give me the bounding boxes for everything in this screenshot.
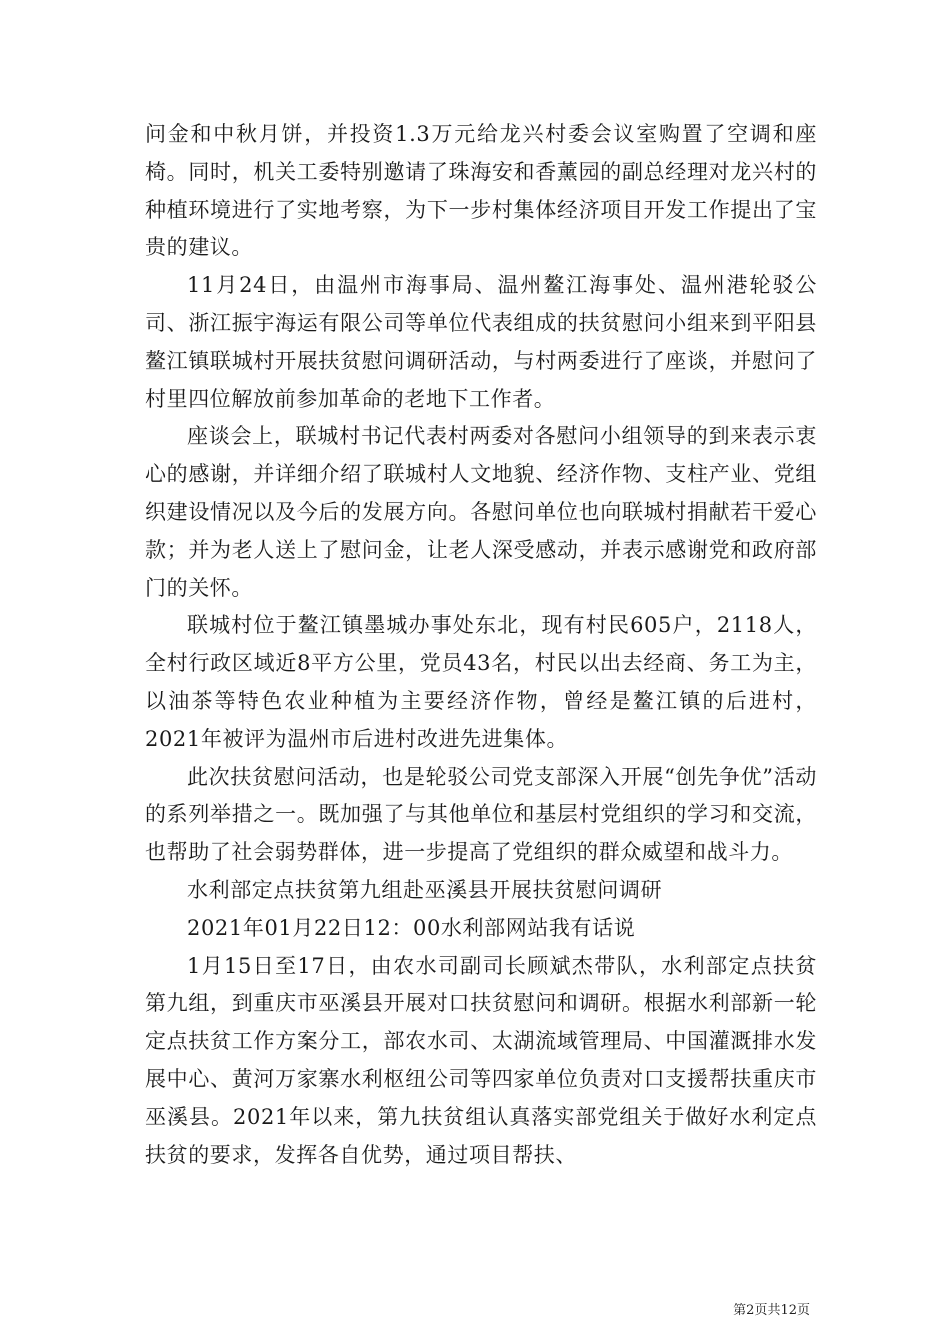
paragraph-wuxi-survey: 1月15日至17日，由农水司副司长顾斌杰带队，水利部定点扶贫第九组，到重庆市巫溪县开展对口扶贫慰问和调研。根据水利部新一轮定点扶贫工作方案分工，部农水司、太湖流域管理局、中国灌溉排水发展中心、黄河万家寨水利枢纽公司等四家单位负责对口支援帮扶重庆市巫溪县。2021年以来，第九扶贫组认真落实部党组关于做好水利定点扶贫的要求，发挥各自优势，通过项目帮扶、: [145, 953, 817, 1167]
paragraph-continuation: 问金和中秋月饼，并投资1.3万元给龙兴村委会议室购置了空调和座椅。同时，机关工委特别邀请了珠海安和香薰园的副总经理对龙兴村的种植环境进行了实地考察，为下一步村集体经济项目开发工作提出了宝贵的建议。: [145, 122, 817, 260]
page-number-footer: 第2页共12页: [733, 1303, 810, 1318]
paragraph-symposium: 座谈会上，联城村书记代表村两委对各慰问小组领导的到来表示衷心的感谢，并详细介绍了联城村人文地貌、经济作物、支柱产业、党组织建设情况以及今后的发展方向。各慰问单位也向联城村捐献若干爱心款；并为老人送上了慰问金，让老人深受感动，并表示感谢党和政府部门的关怀。: [145, 424, 817, 600]
article-title: 水利部定点扶贫第九组赴巫溪县开展扶贫慰问调研: [187, 877, 663, 902]
paragraph-wenzhou-visit: 11月24日，由温州市海事局、温州鳌江海事处、温州港轮驳公司、浙江振宇海运有限公司等单位代表组成的扶贫慰问小组来到平阳县鳌江镇联城村开展扶贫慰问调研活动，与村两委进行了座谈，并慰问了村里四位解放前参加革命的老地下工作者。: [145, 273, 817, 411]
paragraph-activity-summary: 此次扶贫慰问活动，也是轮驳公司党支部深入开展“创先争优”活动的系列举措之一。既加强了与其他单位和基层村党组织的学习和交流，也帮助了社会弱势群体，进一步提高了党组织的群众威望和战斗力。: [145, 764, 817, 865]
document-body: [145, 116, 817, 1174]
article-dateline: 2021年01月22日12：00水利部网站我有话说: [187, 915, 636, 940]
paragraph-liancheng-village: 联城村位于鳌江镇墨城办事处东北，现有村民605户，2118人，全村行政区域近8平方公里，党员43名，村民以出去经商、务工为主，以油茶等特色农业种植为主要经济作物，曾经是鳌江镇的后进村，2021年被评为温州市后进村改进先进集体。: [145, 613, 817, 751]
